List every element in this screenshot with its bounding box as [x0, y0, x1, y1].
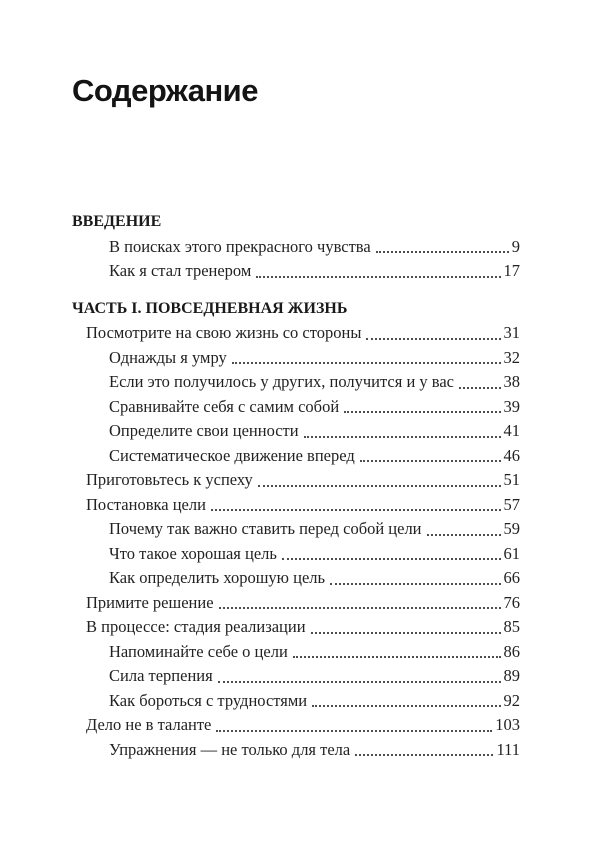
dot-leader	[427, 534, 501, 536]
toc-entry	[72, 259, 520, 284]
toc-entry-page-number: 51	[503, 470, 520, 490]
dot-leader	[256, 276, 500, 278]
toc-entry-label: Сравнивайте себя с самим собой	[109, 396, 340, 416]
toc-entry-page-number: 111	[496, 739, 520, 759]
toc-entry-page-number: 76	[503, 592, 520, 612]
toc-entry-page-number: 9	[511, 236, 520, 256]
toc-entry	[72, 419, 520, 444]
toc-entry-page-number: 85	[503, 617, 520, 637]
dot-leader	[344, 411, 500, 413]
toc-section-heading: ЧАСТЬ I. ПОВСЕДНЕВНАЯ ЖИЗНЬ	[72, 299, 348, 317]
dot-leader	[211, 509, 501, 511]
toc-entry-page-number: 31	[503, 323, 520, 343]
toc-entry-label: Что такое хорошая цель	[109, 543, 277, 563]
dot-leader	[282, 558, 501, 560]
toc-entry	[72, 566, 520, 591]
dot-leader	[232, 362, 501, 364]
toc-entry-page-number: 17	[503, 261, 520, 281]
toc-entry	[72, 615, 520, 640]
dot-leader	[312, 705, 500, 707]
toc-entry-page-number: 32	[503, 347, 520, 367]
dot-leader	[355, 754, 493, 756]
toc-entry-label: Примите решение	[86, 592, 214, 612]
toc-entry-label: Приготовьтесь к успеху	[86, 470, 253, 490]
toc-entry	[72, 517, 520, 542]
toc-entry	[72, 738, 520, 763]
toc-entry	[72, 542, 520, 567]
dot-leader	[459, 387, 500, 389]
table-of-contents	[72, 210, 520, 762]
dot-leader	[330, 583, 500, 585]
dot-leader	[258, 485, 501, 487]
dot-leader	[366, 338, 500, 340]
dot-leader	[293, 656, 501, 658]
toc-entry	[72, 664, 520, 689]
toc-entry	[72, 689, 520, 714]
dot-leader	[360, 460, 501, 462]
toc-entry-label: Однажды я умру	[109, 347, 227, 367]
toc-entry-label: В поисках этого прекрасного чувства	[109, 236, 371, 256]
dot-leader	[304, 436, 501, 438]
toc-entry-page-number: 89	[503, 666, 520, 686]
toc-entry-page-number: 39	[503, 396, 520, 416]
toc-entry-label: Сила терпения	[109, 666, 213, 686]
toc-section-heading: ВВЕДЕНИЕ	[72, 213, 162, 231]
toc-entry-label: В процессе: стадия реализации	[86, 617, 306, 637]
toc-entry	[72, 395, 520, 420]
toc-entry-page-number: 103	[495, 715, 520, 735]
toc-entry	[72, 591, 520, 616]
toc-entry	[72, 321, 520, 346]
dot-leader	[216, 730, 492, 732]
toc-entry	[72, 346, 520, 371]
toc-entry-page-number: 66	[503, 568, 520, 588]
toc-entry-page-number: 46	[503, 445, 520, 465]
toc-entry	[72, 468, 520, 493]
toc-entry-page-number: 92	[503, 690, 520, 710]
dot-leader	[218, 681, 501, 683]
dot-leader	[376, 251, 509, 253]
toc-entry	[72, 493, 520, 518]
toc-entry-page-number: 61	[503, 543, 520, 563]
page-title: Содержание	[72, 73, 258, 108]
toc-entry-label: Посмотрите на свою жизнь со стороны	[86, 323, 362, 343]
toc-entry-page-number: 59	[503, 519, 520, 539]
toc-entry-label: Определите свои ценности	[109, 421, 299, 441]
toc-entry-page-number: 41	[503, 421, 520, 441]
toc-entry-label: Как определить хорошую цель	[109, 568, 326, 588]
toc-entry-page-number: 86	[503, 641, 520, 661]
dot-leader	[311, 632, 501, 634]
toc-entry	[72, 640, 520, 665]
toc-entry	[72, 235, 520, 260]
toc-entry-page-number: 57	[503, 494, 520, 514]
toc-entry-label: Постановка цели	[86, 494, 206, 514]
toc-entry	[72, 370, 520, 395]
dot-leader	[219, 607, 501, 609]
toc-entry	[72, 444, 520, 469]
toc-entry-label: Дело не в таланте	[86, 715, 212, 735]
toc-entry-label: Как я стал тренером	[109, 261, 252, 281]
toc-entry	[72, 713, 520, 738]
toc-entry-page-number: 38	[503, 372, 520, 392]
toc-entry-label: Как бороться с трудностями	[109, 690, 308, 710]
toc-entry-label: Систематическое движение вперед	[109, 445, 355, 465]
toc-entry-label: Почему так важно ставить перед собой цели	[109, 519, 422, 539]
toc-entry-label: Если это получилось у других, получится и у вас	[109, 372, 455, 392]
toc-entry-label: Упражнения — не только для тела	[109, 739, 351, 759]
toc-entry-label: Напоминайте себе о цели	[109, 641, 288, 661]
